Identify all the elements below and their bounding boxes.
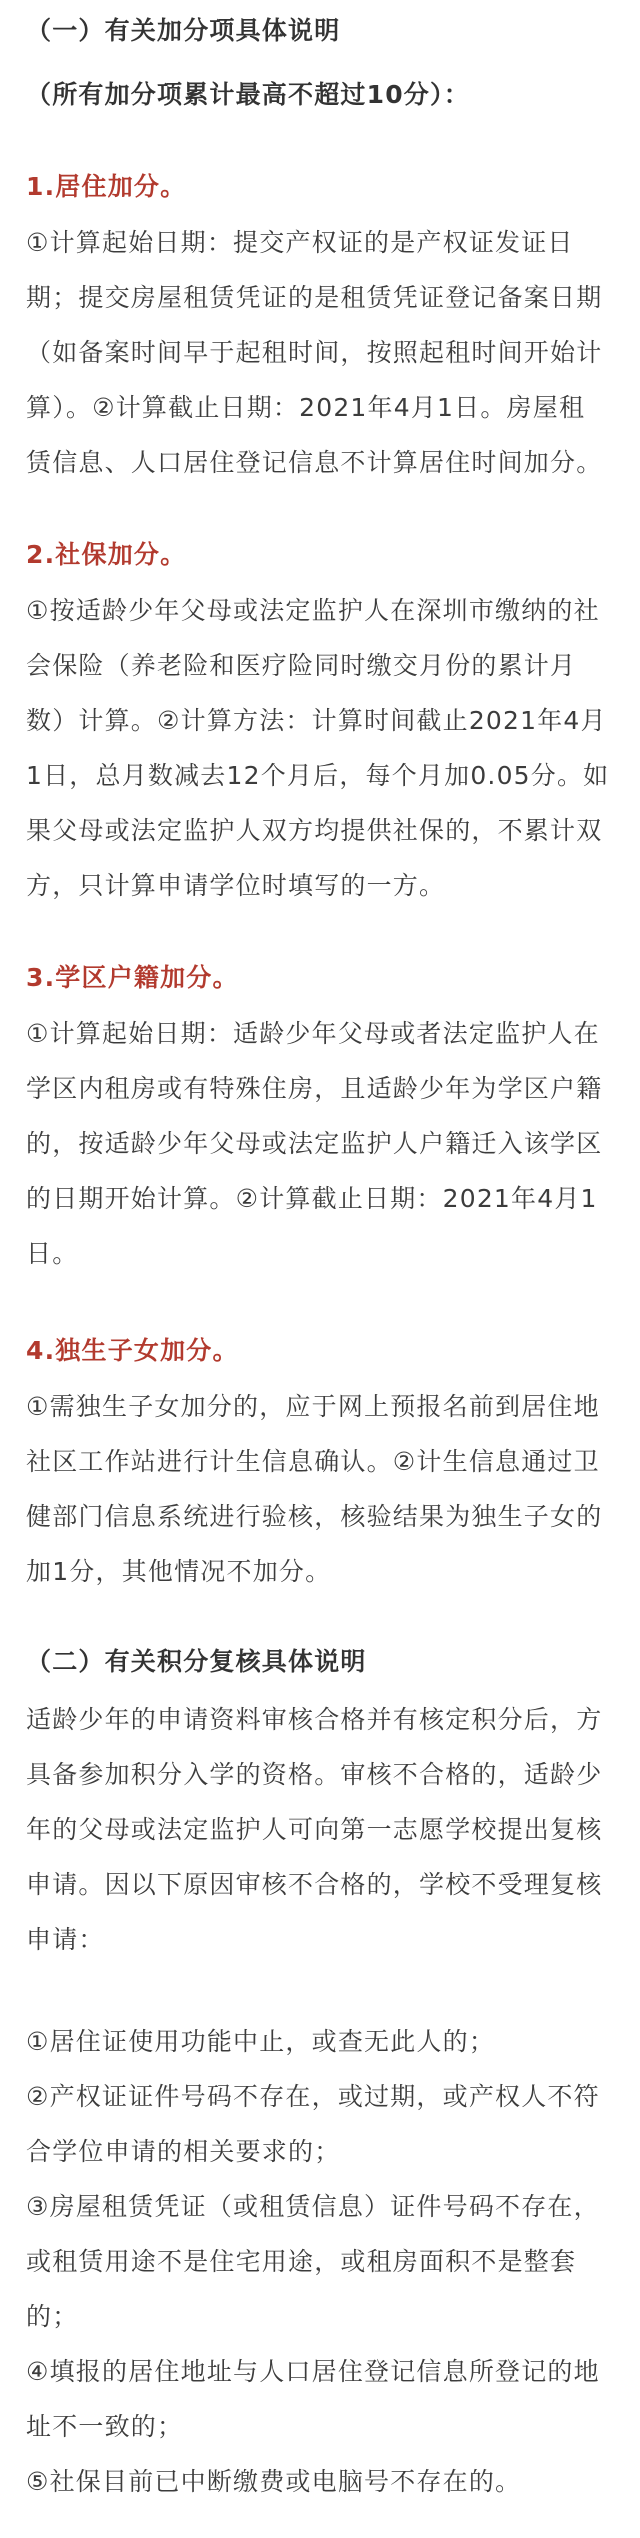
item3-heading: 3.学区户籍加分。 xyxy=(26,963,239,992)
reason-line: 或租赁用途不是住宅用途，或租房面积不是整套 xyxy=(26,2247,577,2276)
item4-line: 加1分，其他情况不加分。 xyxy=(26,1557,332,1586)
item2-heading: 2.社保加分。 xyxy=(26,540,187,569)
reason-line: ⑤社保目前已中断缴费或电脑号不存在的。 xyxy=(26,2467,522,2496)
item1-line: 赁信息、人口居住登记信息不计算居住时间加分。 xyxy=(26,448,603,477)
item3-line: 日。 xyxy=(26,1239,79,1268)
item1-line: 算）。②计算截止日期：2021年4月1日。房屋租 xyxy=(26,393,586,422)
section2-intro-line: 申请。因以下原因审核不合格的，学校不受理复核 xyxy=(26,1870,603,1899)
item2-line: ①按适龄少年父母或法定监护人在深圳市缴纳的社 xyxy=(26,596,600,625)
reason-line: ①居住证使用功能中止，或查无此人的； xyxy=(26,2027,496,2056)
reason-line: 合学位申请的相关要求的； xyxy=(26,2137,341,2166)
item2-line: 方，只计算申请学位时填写的一方。 xyxy=(26,871,446,900)
item1-line: （如备案时间早于起租时间，按照起租时间开始计 xyxy=(26,338,603,367)
item2-line: 会保险（养老险和医疗险同时缴交月份的累计月 xyxy=(26,651,577,680)
item4-heading: 4.独生子女加分。 xyxy=(26,1336,239,1365)
section2-intro-line: 年的父母或法定监护人可向第一志愿学校提出复核 xyxy=(26,1815,603,1844)
section2-intro-line: 适龄少年的申请资料审核合格并有核定积分后，方 xyxy=(26,1705,603,1734)
section2-title: （二）有关积分复核具体说明 xyxy=(26,1647,367,1676)
section2-intro-line: 申请： xyxy=(26,1925,105,1954)
reason-line: 址不一致的； xyxy=(26,2412,184,2441)
item2-line: 果父母或法定监护人双方均提供社保的，不累计双 xyxy=(26,816,603,845)
item4-line: ①需独生子女加分的，应于网上预报名前到居住地 xyxy=(26,1392,600,1421)
item4-line: 健部门信息系统进行验核，核验结果为独生子女的 xyxy=(26,1502,603,1531)
reason-line: 的； xyxy=(26,2302,79,2331)
section1-title: （一）有关加分项具体说明 xyxy=(26,16,341,45)
item4-line: 社区工作站进行计生信息确认。②计生信息通过卫 xyxy=(26,1447,600,1476)
reason-line: ④填报的居住地址与人口居住登记信息所登记的地 xyxy=(26,2357,600,2386)
reason-line: ②产权证证件号码不存在，或过期，或产权人不符 xyxy=(26,2082,600,2111)
item3-line: 的，按适龄少年父母或法定监护人户籍迁入该学区 xyxy=(26,1129,603,1158)
item3-line: 学区内租房或有特殊住房，且适龄少年为学区户籍 xyxy=(26,1074,603,1103)
item1-line: 期；提交房屋租赁凭证的是租赁凭证登记备案日期 xyxy=(26,283,603,312)
item2-line: 数）计算。②计算方法：计算时间截止2021年4月 xyxy=(26,706,607,735)
item1-line: ①计算起始日期：提交产权证的是产权证发证日 xyxy=(26,228,574,257)
item3-line: 的日期开始计算。②计算截止日期：2021年4月1 xyxy=(26,1184,598,1213)
item2-line: 1日，总月数减去12个月后，每个月加0.05分。如 xyxy=(26,761,610,790)
section2-intro-line: 具备参加积分入学的资格。审核不合格的，适龄少 xyxy=(26,1760,603,1789)
reason-line: ③房屋租赁凭证（或租赁信息）证件号码不存在， xyxy=(26,2192,600,2221)
item3-line: ①计算起始日期：适龄少年父母或者法定监护人在 xyxy=(26,1019,600,1048)
item1-heading: 1.居住加分。 xyxy=(26,172,187,201)
section1-subtitle: （所有加分项累计最高不超过10分）： xyxy=(26,80,470,109)
